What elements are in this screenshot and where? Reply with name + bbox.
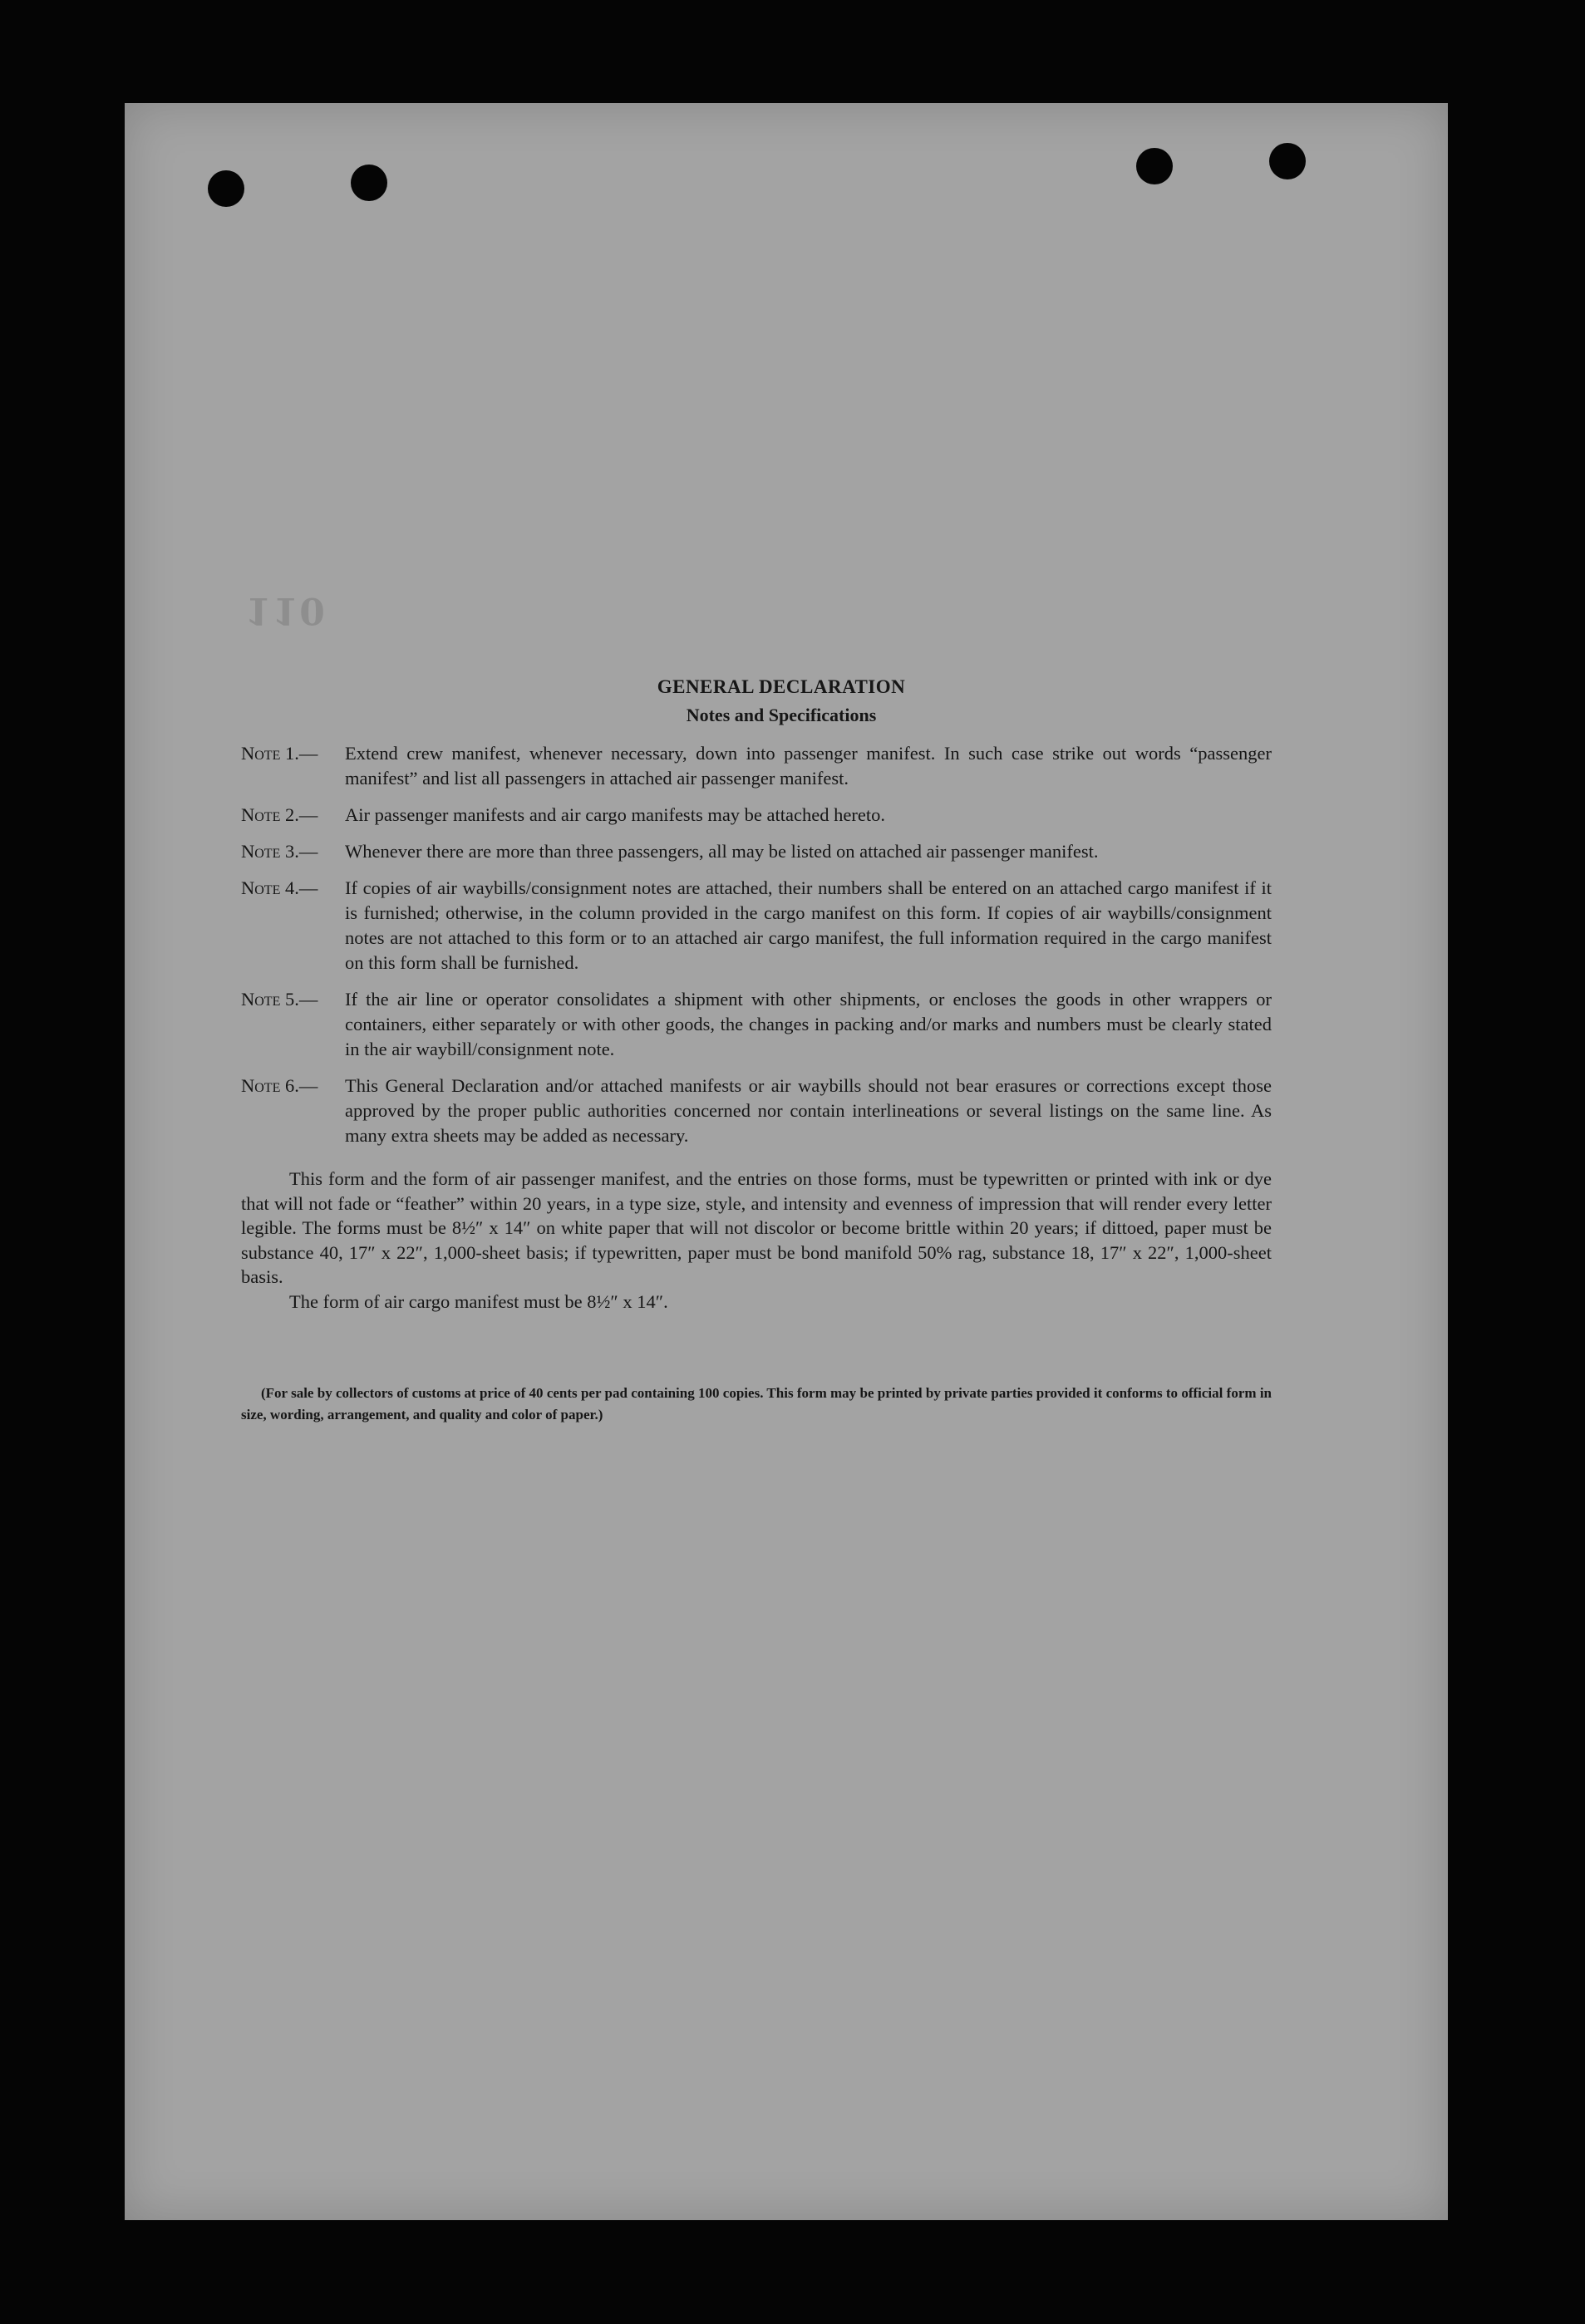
specification-paragraph: This form and the form of air passenger manifest, and the entries on those forms, must be typewritten or printed with ink or dye that will not fade or “feather” within 20 years, in a type size, style, and intensity and evenness of impression that will render every letter legible. The forms must be 8½″ x 14″ on white paper that will not discolor or become brittle within 20 years; if dittoed, paper must be substance 40, 17″ x 22″, 1,000-sheet basis; if typewritten, paper must be bond manifold 50% rag, substance 18, 17″ x 22″, 1,000-sheet basis.: [241, 1168, 1272, 1287]
note-item: [241, 876, 1272, 975]
declaration-text: [241, 676, 1272, 1426]
note-item: [241, 839, 1272, 864]
cargo-manifest-size-line: The form of air cargo manifest must be 8½″ x 14″.: [289, 1290, 668, 1312]
notes-list: [241, 741, 1272, 1148]
punch-hole: [208, 170, 244, 207]
note-text: Air passenger manifests and air cargo manifests may be attached hereto.: [345, 804, 885, 825]
note-item: [241, 741, 1272, 791]
punch-hole: [351, 165, 387, 201]
note-text: If the air line or operator consolidates a shipment with other shipments, or encloses the goods in other wrappers or containers, either separately or with other goods, the changes in packing and/or marks and numbers must be clearly stated in the air waybill/consignment note.: [345, 989, 1272, 1059]
note-label: Note 2.—: [241, 804, 318, 825]
page-subtitle: Notes and Specifications: [686, 705, 877, 725]
note-text: Whenever there are more than three passengers, all may be listed on attached air passenger manifest.: [345, 841, 1099, 862]
note-item: [241, 803, 1272, 828]
note-label: Note 1.—: [241, 743, 318, 764]
note-text: If copies of air waybills/consignment notes are attached, their numbers shall be entered on an attached cargo manifest if it is furnished; otherwise, in the column provided in the cargo manifest on this form. If copies of air waybills/consignment notes are not attached to this form or to an attached air cargo manifest, the full information required in the cargo manifest on this form shall be furnished.: [345, 877, 1272, 973]
note-text: Extend crew manifest, whenever necessary, down into passenger manifest. In such case strike out words “passenger manifest” and list all passengers in attached air passenger manifest.: [345, 743, 1272, 789]
punch-hole: [1136, 148, 1173, 184]
note-item: [241, 1074, 1272, 1148]
document-page: [125, 103, 1448, 2220]
note-label: Note 4.—: [241, 877, 318, 898]
page-title: GENERAL DECLARATION: [657, 676, 906, 697]
note-item: [241, 987, 1272, 1062]
note-label: Note 6.—: [241, 1075, 318, 1096]
punch-hole: [1269, 143, 1306, 179]
note-label: Note 3.—: [241, 841, 318, 862]
note-label: Note 5.—: [241, 989, 318, 1010]
bleed-through-number: 110: [245, 589, 327, 631]
sale-footnote: (For sale by collectors of customs at price of 40 cents per pad containing 100 copies. This form may be printed by private parties provided it conforms to official form in size, wording, arrangement, and quality and color of paper.): [241, 1384, 1272, 1422]
note-text: This General Declaration and/or attached manifests or air waybills should not bear erasures or corrections except those approved by the proper public authorities concerned nor contain interlineations or several listings on the same line. As many extra sheets may be added as necessary.: [345, 1075, 1272, 1146]
